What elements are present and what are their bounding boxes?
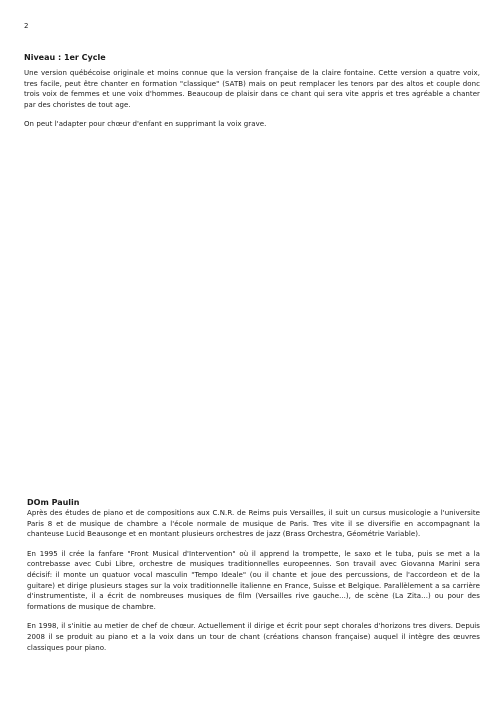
author-bio-choir: En 1998, il s'initie au metier de chef de chœur. Actuellement il dirige et écrit pour sept chorales d'horizons tres divers. Depuis 2008 il se produit au piano et a la voix dans un tour de chant (créations chanson française) auquel il intègre des œuvres classiques pour piano. xyxy=(27,622,480,652)
author-name: DOm Paulin xyxy=(27,498,80,507)
page-number: 2 xyxy=(24,22,29,30)
author-bio-education: Après des études de piano et de compositions aux C.N.R. de Reims puis Versailles, il suit un cursus musicologie a l'universite Paris 8 et de musique de chambre a l'école normale de musique de Paris. Tres vite il se diversifie en accompagnant la chanteuse Lucid Beausonge et en montant plusieurs orchestres de jazz (Brass Orchestra, Géométrie Variable). xyxy=(27,509,480,539)
level-adaptation-note: On peut l'adapter pour chœur d'enfant en supprimant la voix grave. xyxy=(24,120,267,129)
author-bio-career: En 1995 il crée la fanfare "Front Musical d'Intervention" où il apprend la trompette, le saxo et le tuba, puis se met a la contrebasse avec Cubi Libre, orchestre de musiques traditionnelles europeennes. Son travail avec Giovanna Marini sera décisif: il monte un quatuor vocal masculin "Tempo Ideale" (ou il chante et joue des percussions, de l'accordeon et de la guitare) et dirige plusieurs stages sur la voix traditionnelle italienne en France, Suisse et Belgique. Parallèlement a sa carrière d'instrumentiste, il a écrit de nombreuses musiques de film (Versailles rive gauche...), de scène (La Zita...) ou pour des formations de musique de chambre. xyxy=(27,549,480,611)
level-heading: Niveau : 1er Cycle xyxy=(24,53,106,62)
level-description: Une version québécoise originale et moins connue que la version française de la claire fontaine. Cette version a quatre voix, tres facile, peut être chanter en formation "classique" (SATB) mais on peut remplacer les tenors par des altos et couple donc trois voix de femmes et une voix d'hommes. Beaucoup de plaisir dans ce chant qui sera vite appris et tres agréable a chanter par des choristes de tout age. xyxy=(24,69,480,109)
author-section xyxy=(27,497,480,662)
level-section xyxy=(24,52,480,139)
